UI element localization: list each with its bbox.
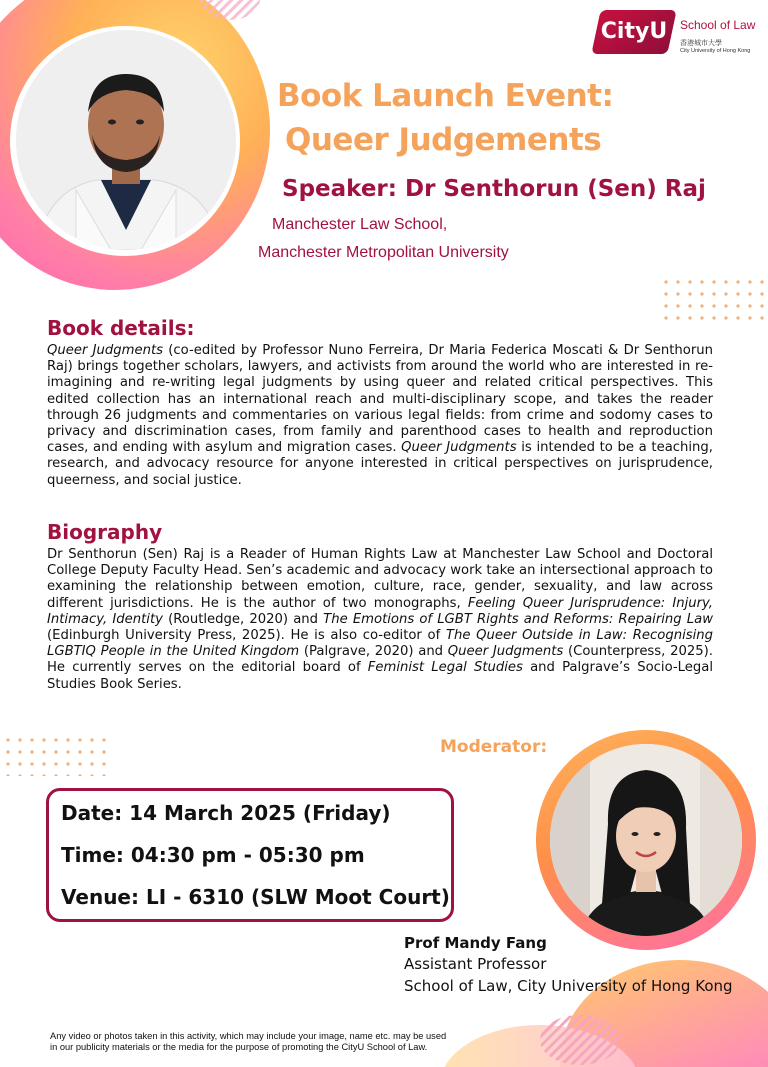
biography-text: (Edinburgh University Press, 2025). He is also co-editor of [47,628,446,644]
logo-school-name: School of Law [680,18,756,32]
event-details-box [46,788,454,922]
journal-title-emphasis: Feminist Legal Studies [367,660,523,676]
moderator-label: Moderator: [440,737,548,757]
moderator-title: Assistant Professor [404,955,547,973]
biography-text: and Palgrave’s Socio-Legal Studies Book Series. [47,660,713,692]
photo-disclaimer: Any video or photos taken in this activity, which may include your image, name etc. may be used in our publicity materials or the media for the purpose of promoting the CityU School of Law. [50,1031,447,1053]
speaker-affiliation-line2: Manchester Metropolitan University [258,244,509,261]
biography-text: (Counterpress, 2025). He currently serves on the editorial board of [47,644,713,676]
event-time: Time: 04:30 pm - 05:30 pm [61,843,365,867]
biography-paragraph [47,547,713,693]
moderator-photo [550,744,742,936]
book-details-heading: Book details: [47,316,195,340]
speaker-portrait-illustration [16,30,236,250]
speaker-photo [16,30,236,250]
biography-text: (Routledge, 2020) and [162,611,324,627]
event-date: Date: 14 March 2025 (Friday) [61,801,391,825]
book-title-emphasis: Feeling Queer Jurisprudence: Injury, Intimacy, Identity [47,595,714,627]
book-title-emphasis: Queer Judgments [401,440,517,456]
biography-text: (Palgrave, 2020) and [299,644,448,660]
biography-heading: Biography [47,520,163,544]
speaker-name: Speaker: Dr Senthorun (Sen) Raj [282,176,706,202]
book-title-emphasis: Queer Judgments [47,343,164,358]
book-title-emphasis: The Queer Outside in Law: Recognising LGBTIQ People in the United Kingdom [47,628,713,660]
logo-english-name: City University of Hong Kong [680,48,751,54]
moderator-name: Prof Mandy Fang [404,934,547,952]
book-title-emphasis: Queer Judgments [447,644,564,660]
event-title-line2: Queer Judgements [285,122,602,158]
decorative-dot-grid [660,276,764,320]
speaker-affiliation-line1: Manchester Law School, [272,216,448,233]
biography-text: Dr Senthorun (Sen) Raj is a Reader of Human Rights Law at Manchester Law School and Doctoral College Deputy Faculty Head. Sen’s academic and advocacy work take an intersectional approach to examining the relationship between emotion, culture, race, gender, sexuality, and law across different jurisdictions. He is the author of two monographs, [47,547,713,611]
book-details-text: is intended to be a teaching, research, and advocacy resource for anyone interested in critical perspectives on jurisprudence, queerness, and social justice. [47,440,713,488]
event-venue: Venue: LI - 6310 (SLW Moot Court) [61,885,450,909]
cityu-logo-badge: CityU [591,10,676,54]
cityu-school-of-law-logo [596,8,756,58]
moderator-portrait-illustration [550,744,742,936]
moderator-affiliation: School of Law, City University of Hong Kong [404,977,733,995]
book-details-text: (co-edited by Professor Nuno Ferreira, Dr Maria Federica Moscati & Dr Senthorun Raj) brings together scholars, lawyers, and activists from around the world who are interested in re-imagining and re-writing legal judgments by using queer and related critical perspectives. This edited collection has an international reach and multi-disciplinary scope, and takes the reader through 26 judgments and commentaries on various legal fields: from crime and sodomy cases to privacy and discrimination cases, from family and parenthood cases to health and reproduction cases, and ending with asylum and migration cases. [47,343,713,456]
decorative-dot-grid [2,734,106,776]
book-title-emphasis: The Emotions of LGBT Rights and Reforms: Repairing Law [323,611,713,627]
event-title-line1: Book Launch Event: [277,78,614,114]
decorative-hatch [540,1015,620,1065]
book-details-paragraph [47,343,713,489]
logo-chinese-name: 香港城市大學 [680,40,722,47]
